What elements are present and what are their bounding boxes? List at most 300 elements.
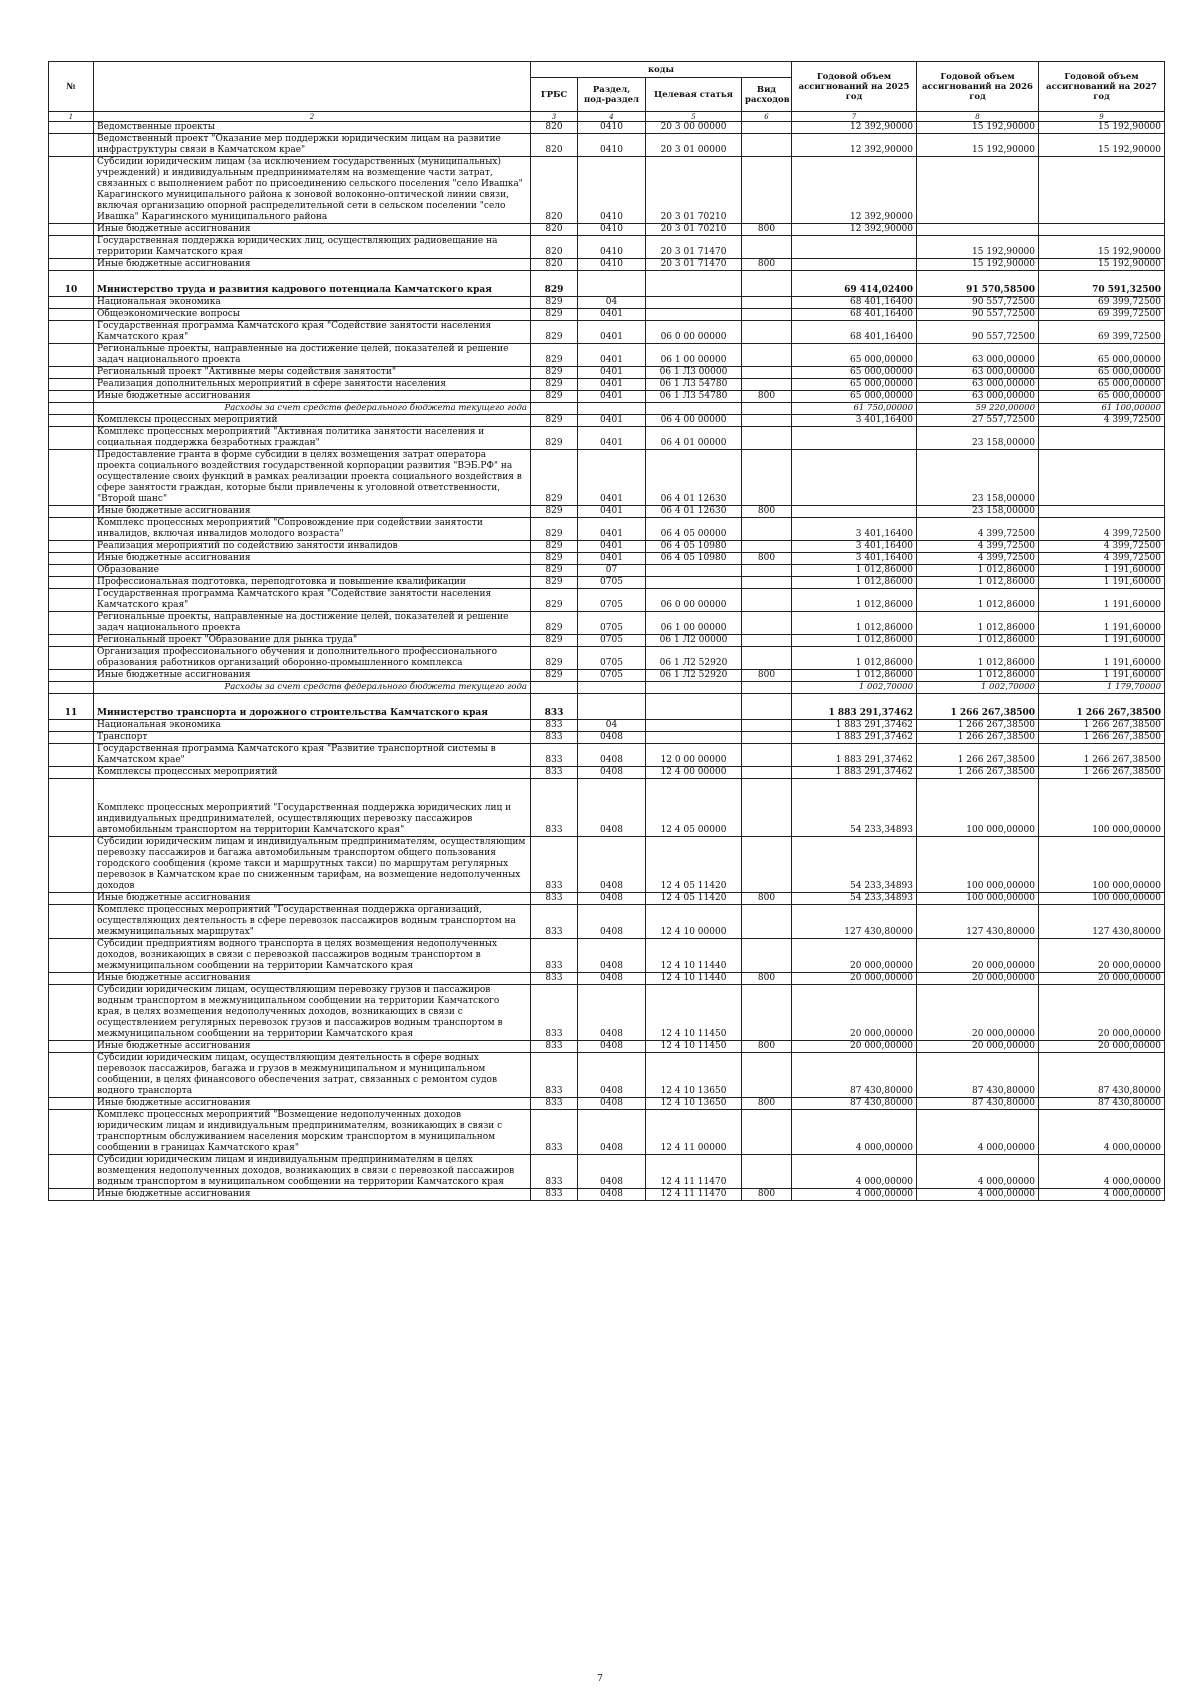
row-name: Комплексы процессных мероприятий xyxy=(94,767,531,779)
row-target: 06 1 Л3 54780 xyxy=(646,391,742,403)
table-row xyxy=(49,309,1165,321)
row-amount-2027: 20 000,00000 xyxy=(1039,973,1165,985)
colnum: 7 xyxy=(792,112,917,122)
row-grbs: 820 xyxy=(531,134,578,157)
row-number xyxy=(49,589,94,612)
row-amount-2027: 1 191,60000 xyxy=(1039,577,1165,589)
row-number xyxy=(49,541,94,553)
row-amount-2027: 1 266 267,38500 xyxy=(1039,767,1165,779)
row-grbs: 833 xyxy=(531,1098,578,1110)
row-exptype xyxy=(742,297,792,309)
row-grbs: 829 xyxy=(531,635,578,647)
row-amount-2025: 1 012,86000 xyxy=(792,612,917,635)
row-amount-2027: 87 430,80000 xyxy=(1039,1053,1165,1098)
row-amount-2026: 87 430,80000 xyxy=(917,1098,1039,1110)
row-grbs: 833 xyxy=(531,973,578,985)
row-grbs: 833 xyxy=(531,767,578,779)
row-amount-2025: 54 233,34893 xyxy=(792,837,917,893)
table-row xyxy=(49,403,1165,415)
row-target xyxy=(646,732,742,744)
row-amount-2027: 15 192,90000 xyxy=(1039,122,1165,134)
row-amount-2025: 20 000,00000 xyxy=(792,1041,917,1053)
row-number xyxy=(49,379,94,391)
row-section: 0705 xyxy=(578,577,646,589)
row-number xyxy=(49,732,94,744)
row-amount-2027: 4 399,72500 xyxy=(1039,541,1165,553)
row-amount-2027: 20 000,00000 xyxy=(1039,1041,1165,1053)
row-amount-2027: 70 591,32500 xyxy=(1039,271,1165,297)
row-exptype xyxy=(742,647,792,670)
table-row xyxy=(49,379,1165,391)
row-amount-2025: 1 883 291,37462 xyxy=(792,732,917,744)
row-name: Расходы за счет средств федерального бюджета текущего года xyxy=(94,403,531,415)
row-number xyxy=(49,973,94,985)
row-amount-2026: 4 399,72500 xyxy=(917,553,1039,565)
row-number xyxy=(49,779,94,837)
row-name: Комплексы процессных мероприятий xyxy=(94,415,531,427)
row-target: 20 3 00 00000 xyxy=(646,122,742,134)
row-grbs: 829 xyxy=(531,271,578,297)
row-exptype xyxy=(742,236,792,259)
row-target xyxy=(646,720,742,732)
row-name: Министерство транспорта и дорожного строительства Камчатского края xyxy=(94,694,531,720)
row-amount-2025: 68 401,16400 xyxy=(792,297,917,309)
row-amount-2026: 87 430,80000 xyxy=(917,1053,1039,1098)
row-amount-2025: 65 000,00000 xyxy=(792,367,917,379)
row-amount-2026: 15 192,90000 xyxy=(917,236,1039,259)
row-grbs: 833 xyxy=(531,939,578,973)
row-number xyxy=(49,403,94,415)
row-amount-2027: 100 000,00000 xyxy=(1039,893,1165,905)
row-grbs xyxy=(531,403,578,415)
table-row xyxy=(49,122,1165,134)
row-target xyxy=(646,297,742,309)
row-amount-2026: 63 000,00000 xyxy=(917,367,1039,379)
row-target xyxy=(646,694,742,720)
row-amount-2026: 15 192,90000 xyxy=(917,259,1039,271)
row-amount-2025: 87 430,80000 xyxy=(792,1053,917,1098)
table-row xyxy=(49,732,1165,744)
row-target: 20 3 01 70210 xyxy=(646,224,742,236)
row-target: 12 4 00 00000 xyxy=(646,767,742,779)
row-amount-2027: 1 191,60000 xyxy=(1039,670,1165,682)
row-number xyxy=(49,670,94,682)
row-amount-2027: 4 000,00000 xyxy=(1039,1189,1165,1201)
row-amount-2027: 1 179,70000 xyxy=(1039,682,1165,694)
row-exptype xyxy=(742,415,792,427)
row-amount-2027: 127 430,80000 xyxy=(1039,905,1165,939)
row-exptype xyxy=(742,744,792,767)
row-grbs: 829 xyxy=(531,344,578,367)
row-name: Ведомственные проекты xyxy=(94,122,531,134)
row-name: Региональный проект "Активные меры содействия занятости" xyxy=(94,367,531,379)
row-target: 12 4 10 11440 xyxy=(646,973,742,985)
row-grbs: 829 xyxy=(531,309,578,321)
row-amount-2027: 87 430,80000 xyxy=(1039,1098,1165,1110)
row-exptype xyxy=(742,321,792,344)
table-row xyxy=(49,635,1165,647)
row-grbs: 833 xyxy=(531,1053,578,1098)
row-exptype: 800 xyxy=(742,973,792,985)
colnum: 2 xyxy=(94,112,531,122)
row-amount-2027: 100 000,00000 xyxy=(1039,837,1165,893)
row-name: Региональные проекты, направленные на достижение целей, показателей и решение задач национального проекта xyxy=(94,612,531,635)
row-name: Субсидии юридическим лицам, осуществляющим деятельность в сфере водных перевозок пассажиров, багажа и грузов в межмуниципальном и муниципальном сообщении, в целях финансового обеспечения затрат, связанных с ремонтом судов водного транспорта xyxy=(94,1053,531,1098)
row-number xyxy=(49,367,94,379)
row-name: Субсидии юридическим лицам, осуществляющим перевозку грузов и пассажиров водным транспортом в межмуниципальном сообщении на территории Камчатского края, в целях возмещения недополученных доходов, возникающих в связи с осуществлением регулярных перевозок грузов и пассажиров водным транспортом в межмуниципальном сообщении на территории Камчатского края xyxy=(94,985,531,1041)
row-amount-2027: 1 266 267,38500 xyxy=(1039,720,1165,732)
row-name: Общеэкономические вопросы xyxy=(94,309,531,321)
row-number xyxy=(49,612,94,635)
row-amount-2026: 4 399,72500 xyxy=(917,518,1039,541)
row-name: Иные бюджетные ассигнования xyxy=(94,1041,531,1053)
row-exptype xyxy=(742,837,792,893)
row-name: Комплекс процессных мероприятий "Сопровождение при содействии занятости инвалидов, включая инвалидов молодого возраста" xyxy=(94,518,531,541)
header-section: Раздел, под-раздел xyxy=(578,78,646,112)
row-target xyxy=(646,271,742,297)
row-grbs: 833 xyxy=(531,720,578,732)
row-section: 0401 xyxy=(578,415,646,427)
row-exptype: 800 xyxy=(742,506,792,518)
row-amount-2027: 1 191,60000 xyxy=(1039,635,1165,647)
row-name: Ведомственный проект "Оказание мер поддержки юридическим лицам на развитие инфраструктуры связи в Камчатском крае" xyxy=(94,134,531,157)
table-row xyxy=(49,1053,1165,1098)
row-exptype xyxy=(742,589,792,612)
row-section: 0401 xyxy=(578,427,646,450)
row-amount-2026: 1 012,86000 xyxy=(917,635,1039,647)
row-name: Национальная экономика xyxy=(94,297,531,309)
row-name: Иные бюджетные ассигнования xyxy=(94,670,531,682)
row-section: 0410 xyxy=(578,122,646,134)
colnum: 4 xyxy=(578,112,646,122)
row-amount-2027: 15 192,90000 xyxy=(1039,259,1165,271)
row-section: 07 xyxy=(578,565,646,577)
row-amount-2027: 1 266 267,38500 xyxy=(1039,732,1165,744)
row-name: Реализация мероприятий по содействию занятости инвалидов xyxy=(94,541,531,553)
row-number xyxy=(49,720,94,732)
row-grbs: 829 xyxy=(531,541,578,553)
row-target: 12 4 11 00000 xyxy=(646,1110,742,1155)
row-amount-2027: 65 000,00000 xyxy=(1039,367,1165,379)
row-section: 0408 xyxy=(578,767,646,779)
table-row xyxy=(49,720,1165,732)
row-exptype: 800 xyxy=(742,670,792,682)
table-row xyxy=(49,779,1165,837)
row-amount-2026: 100 000,00000 xyxy=(917,837,1039,893)
row-name: Образование xyxy=(94,565,531,577)
row-amount-2027: 4 399,72500 xyxy=(1039,518,1165,541)
row-amount-2027: 65 000,00000 xyxy=(1039,391,1165,403)
row-amount-2026: 91 570,58500 xyxy=(917,271,1039,297)
header-num: № xyxy=(49,62,94,112)
row-grbs: 829 xyxy=(531,518,578,541)
row-amount-2026: 127 430,80000 xyxy=(917,905,1039,939)
table-row xyxy=(49,985,1165,1041)
row-target: 12 4 10 11450 xyxy=(646,985,742,1041)
row-amount-2025: 20 000,00000 xyxy=(792,985,917,1041)
row-section: 0408 xyxy=(578,985,646,1041)
table-row xyxy=(49,134,1165,157)
row-section: 0410 xyxy=(578,236,646,259)
row-section: 0408 xyxy=(578,1155,646,1189)
row-name: Региональный проект "Образование для рынка труда" xyxy=(94,635,531,647)
row-amount-2026: 15 192,90000 xyxy=(917,134,1039,157)
row-number xyxy=(49,224,94,236)
row-target: 20 3 01 70210 xyxy=(646,157,742,224)
row-target xyxy=(646,403,742,415)
row-number xyxy=(49,309,94,321)
row-number: 11 xyxy=(49,694,94,720)
table-row xyxy=(49,767,1165,779)
table-row xyxy=(49,541,1165,553)
row-number xyxy=(49,297,94,309)
row-grbs: 833 xyxy=(531,985,578,1041)
table-row xyxy=(49,391,1165,403)
row-exptype xyxy=(742,403,792,415)
row-exptype xyxy=(742,682,792,694)
row-amount-2027 xyxy=(1039,450,1165,506)
row-amount-2025: 1 012,86000 xyxy=(792,670,917,682)
row-amount-2026 xyxy=(917,157,1039,224)
header-exptype: Вид расходов xyxy=(742,78,792,112)
row-amount-2025: 1 883 291,37462 xyxy=(792,767,917,779)
row-amount-2026: 27 557,72500 xyxy=(917,415,1039,427)
table-row xyxy=(49,647,1165,670)
row-name: Региональные проекты, направленные на достижение целей, показателей и решение задач национального проекта xyxy=(94,344,531,367)
row-amount-2026: 15 192,90000 xyxy=(917,122,1039,134)
row-exptype xyxy=(742,720,792,732)
row-name: Субсидии юридическим лицам и индивидуальным предпринимателям, осуществляющим перевозку пассажиров и багажа автомобильным транспортом общего пользования городского сообщения (кроме такси и маршрутных такси) по маршрутам регулярных перевозок в Камчатском крае по сниженным тарифам, на возмещение недополученных доходов xyxy=(94,837,531,893)
table-row xyxy=(49,157,1165,224)
row-name: Национальная экономика xyxy=(94,720,531,732)
row-section: 0410 xyxy=(578,224,646,236)
row-target: 12 4 05 11420 xyxy=(646,837,742,893)
row-amount-2026: 4 000,00000 xyxy=(917,1155,1039,1189)
row-name: Государственная программа Камчатского края "Содействие занятости населения Камчатского края" xyxy=(94,589,531,612)
row-amount-2027: 20 000,00000 xyxy=(1039,939,1165,973)
row-section: 0408 xyxy=(578,893,646,905)
row-amount-2025: 4 000,00000 xyxy=(792,1155,917,1189)
row-number xyxy=(49,1053,94,1098)
row-target: 12 4 10 00000 xyxy=(646,905,742,939)
table-row xyxy=(49,415,1165,427)
row-section xyxy=(578,682,646,694)
row-number xyxy=(49,1189,94,1201)
row-section: 0408 xyxy=(578,779,646,837)
row-name: Иные бюджетные ассигнования xyxy=(94,1189,531,1201)
row-section: 0401 xyxy=(578,450,646,506)
row-amount-2026: 1 266 267,38500 xyxy=(917,744,1039,767)
row-name: Реализация дополнительных мероприятий в сфере занятости населения xyxy=(94,379,531,391)
row-amount-2025 xyxy=(792,450,917,506)
row-amount-2025: 4 000,00000 xyxy=(792,1110,917,1155)
row-number xyxy=(49,553,94,565)
row-exptype xyxy=(742,635,792,647)
row-section: 0408 xyxy=(578,939,646,973)
row-amount-2027: 4 399,72500 xyxy=(1039,415,1165,427)
row-amount-2025: 1 883 291,37462 xyxy=(792,694,917,720)
row-exptype xyxy=(742,1053,792,1098)
table-row xyxy=(49,427,1165,450)
row-number xyxy=(49,905,94,939)
row-number xyxy=(49,259,94,271)
table-row xyxy=(49,344,1165,367)
row-amount-2026: 63 000,00000 xyxy=(917,391,1039,403)
row-section: 0401 xyxy=(578,391,646,403)
row-section xyxy=(578,403,646,415)
row-amount-2026: 63 000,00000 xyxy=(917,379,1039,391)
row-amount-2026: 59 220,00000 xyxy=(917,403,1039,415)
header-2026: Годовой объем ассигнований на 2026 год xyxy=(917,62,1039,112)
row-target: 06 1 00 00000 xyxy=(646,344,742,367)
row-section: 0408 xyxy=(578,1053,646,1098)
row-target: 06 4 05 10980 xyxy=(646,553,742,565)
row-grbs: 833 xyxy=(531,1041,578,1053)
row-number xyxy=(49,682,94,694)
row-amount-2025: 69 414,02400 xyxy=(792,271,917,297)
row-section: 0410 xyxy=(578,259,646,271)
row-number xyxy=(49,767,94,779)
row-target: 06 4 05 00000 xyxy=(646,518,742,541)
row-section: 0408 xyxy=(578,1041,646,1053)
row-number xyxy=(49,415,94,427)
row-amount-2027: 65 000,00000 xyxy=(1039,379,1165,391)
row-exptype xyxy=(742,577,792,589)
row-target xyxy=(646,565,742,577)
row-amount-2025: 3 401,16400 xyxy=(792,553,917,565)
table-row xyxy=(49,1110,1165,1155)
row-name: Министерство труда и развития кадрового потенциала Камчатского края xyxy=(94,271,531,297)
row-amount-2026: 100 000,00000 xyxy=(917,779,1039,837)
row-exptype xyxy=(742,732,792,744)
row-section: 0408 xyxy=(578,744,646,767)
row-name: Иные бюджетные ассигнования xyxy=(94,973,531,985)
row-exptype xyxy=(742,565,792,577)
row-amount-2025: 68 401,16400 xyxy=(792,309,917,321)
table-row xyxy=(49,1098,1165,1110)
table-row xyxy=(49,893,1165,905)
row-section: 0705 xyxy=(578,635,646,647)
row-name: Государственная программа Камчатского края "Содействие занятости населения Камчатского края" xyxy=(94,321,531,344)
row-amount-2027: 61 100,00000 xyxy=(1039,403,1165,415)
row-grbs: 829 xyxy=(531,647,578,670)
table-row xyxy=(49,450,1165,506)
row-grbs: 833 xyxy=(531,732,578,744)
row-amount-2027 xyxy=(1039,224,1165,236)
row-amount-2026: 90 557,72500 xyxy=(917,309,1039,321)
row-amount-2026: 1 012,86000 xyxy=(917,577,1039,589)
row-section: 0705 xyxy=(578,670,646,682)
row-exptype xyxy=(742,344,792,367)
table-row xyxy=(49,518,1165,541)
row-section: 0401 xyxy=(578,344,646,367)
row-grbs: 829 xyxy=(531,553,578,565)
row-section: 0410 xyxy=(578,157,646,224)
colnum: 8 xyxy=(917,112,1039,122)
row-grbs: 833 xyxy=(531,1189,578,1201)
table-row xyxy=(49,236,1165,259)
table-row xyxy=(49,837,1165,893)
row-exptype xyxy=(742,367,792,379)
row-section: 0408 xyxy=(578,732,646,744)
row-number xyxy=(49,939,94,973)
row-exptype xyxy=(742,122,792,134)
row-amount-2025: 1 012,86000 xyxy=(792,635,917,647)
row-target xyxy=(646,309,742,321)
row-amount-2026 xyxy=(917,224,1039,236)
row-grbs: 829 xyxy=(531,321,578,344)
row-number xyxy=(49,518,94,541)
row-name: Субсидии юридическим лицам (за исключением государственных (муниципальных) учреждений) и индивидуальным предпринимателям на возмещение части затрат, связанных с выполнением работ по присоединению сельского поселения "село Ивашка" Карагинского муниципального района к зоновой волоконно-оптической линии связи, включая организацию опорной распределительной сети в сельском поселении "село Ивашка" Карагинского муниципального района xyxy=(94,157,531,224)
row-amount-2026: 100 000,00000 xyxy=(917,893,1039,905)
row-grbs: 829 xyxy=(531,297,578,309)
row-amount-2026: 1 012,86000 xyxy=(917,565,1039,577)
row-grbs: 833 xyxy=(531,905,578,939)
table-row xyxy=(49,939,1165,973)
table-row xyxy=(49,1155,1165,1189)
row-amount-2027: 1 191,60000 xyxy=(1039,647,1165,670)
row-amount-2026: 1 012,86000 xyxy=(917,612,1039,635)
row-exptype xyxy=(742,1110,792,1155)
row-section: 0401 xyxy=(578,506,646,518)
row-section: 0705 xyxy=(578,647,646,670)
row-name: Государственная поддержка юридических лиц, осуществляющих радиовещание на территории Камчатского края xyxy=(94,236,531,259)
row-amount-2025 xyxy=(792,506,917,518)
row-amount-2025: 1 012,86000 xyxy=(792,565,917,577)
row-target: 12 4 10 13650 xyxy=(646,1098,742,1110)
row-grbs: 820 xyxy=(531,157,578,224)
row-amount-2025: 65 000,00000 xyxy=(792,344,917,367)
row-section: 0408 xyxy=(578,1110,646,1155)
row-amount-2027: 69 399,72500 xyxy=(1039,297,1165,309)
row-amount-2025: 3 401,16400 xyxy=(792,518,917,541)
table-row xyxy=(49,259,1165,271)
row-amount-2026: 20 000,00000 xyxy=(917,939,1039,973)
row-grbs: 833 xyxy=(531,1155,578,1189)
row-number xyxy=(49,122,94,134)
row-name: Иные бюджетные ассигнования xyxy=(94,224,531,236)
colnum: 5 xyxy=(646,112,742,122)
row-target: 06 4 00 00000 xyxy=(646,415,742,427)
row-grbs: 829 xyxy=(531,415,578,427)
colnum: 3 xyxy=(531,112,578,122)
row-amount-2025: 127 430,80000 xyxy=(792,905,917,939)
budget-table xyxy=(48,61,1165,1201)
row-amount-2027 xyxy=(1039,506,1165,518)
row-amount-2025: 20 000,00000 xyxy=(792,973,917,985)
row-name: Организация профессионального обучения и дополнительного профессионального образования работников организаций оборонно-промышленного комплекса xyxy=(94,647,531,670)
row-grbs: 820 xyxy=(531,224,578,236)
row-amount-2026: 20 000,00000 xyxy=(917,1041,1039,1053)
row-target: 06 1 Л3 54780 xyxy=(646,379,742,391)
row-section: 0408 xyxy=(578,1098,646,1110)
row-amount-2027: 69 399,72500 xyxy=(1039,309,1165,321)
row-amount-2025: 68 401,16400 xyxy=(792,321,917,344)
row-exptype xyxy=(742,612,792,635)
row-number xyxy=(49,506,94,518)
row-amount-2025: 65 000,00000 xyxy=(792,379,917,391)
row-target: 12 4 10 11450 xyxy=(646,1041,742,1053)
row-target: 06 4 01 12630 xyxy=(646,450,742,506)
row-grbs: 833 xyxy=(531,779,578,837)
table-row xyxy=(49,321,1165,344)
row-name: Иные бюджетные ассигнования xyxy=(94,506,531,518)
row-grbs: 820 xyxy=(531,122,578,134)
row-number xyxy=(49,157,94,224)
row-grbs: 829 xyxy=(531,506,578,518)
row-amount-2025 xyxy=(792,236,917,259)
row-exptype: 800 xyxy=(742,1041,792,1053)
